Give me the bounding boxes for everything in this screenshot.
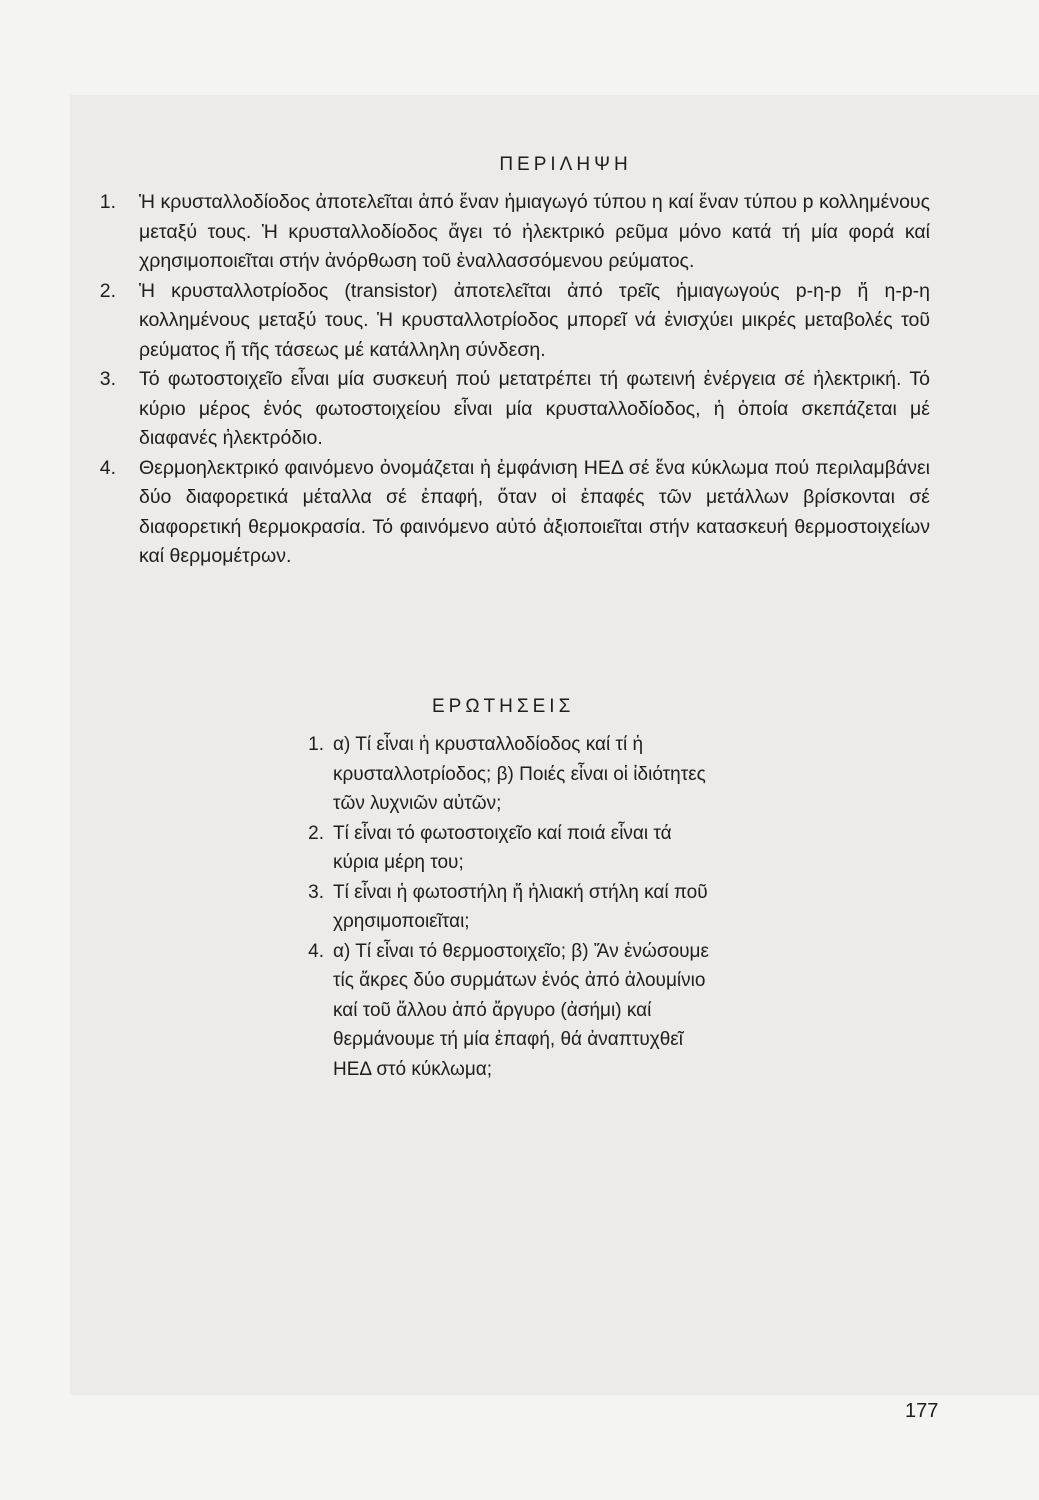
question-item (300, 819, 710, 878)
summary-item (80, 365, 930, 454)
questions-list (300, 730, 710, 1084)
question-number: 4. (308, 940, 324, 962)
summary-item-number: 4. (99, 456, 116, 479)
question-item (300, 878, 710, 937)
question-number: 1. (308, 734, 324, 755)
summary-item (80, 277, 930, 366)
question-number: 2. (308, 822, 324, 844)
question-item (300, 730, 710, 819)
summary-item-number: 2. (99, 279, 116, 302)
summary-item-number: 3. (99, 368, 116, 390)
summary-heading: ΠΕΡΙΛΗΨΗ (499, 154, 632, 175)
summary-item-text: Τό φωτοστοιχεῖο εἶναι μία συσκευή πού μετατρέπει τή φωτεινή ἐνέργεια σέ ἠλεκτρική. Τό κύριο μέρος ἑνός φωτοστοιχείου εἶναι μία κρυσταλλοδίοδος, ἡ ὁποία σκεπάζεται μέ διαφανές ἠλεκτρόδιο. (139, 368, 930, 449)
question-text: α) Τί εἶναι τό θερμοστοιχεῖο; β) Ἄν ἑνώσουμε τίς ἄκρες δύο συρμάτων ἑνός ἀπό ἀλουμίνιο καί τοῦ ἄλλου ἀπό ἄργυρο (ἀσήμι) καί θερμάνουμε τή μία ἐπαφή, θά ἀναπτυχθεῖ ΗΕΔ στό κύκλωμα; (333, 940, 709, 1080)
summary-item (80, 188, 930, 277)
question-text: Τί εἶναι ἡ φωτοστήλη ἤ ἡλιακή στήλη καί ποῦ χρησιμοποιεῖται; (333, 881, 708, 932)
question-number: 3. (308, 881, 324, 903)
summary-item-text: Θερμοηλεκτρικό φαινόμενο ὀνομάζεται ἡ ἐμφάνιση ΗΕΔ σέ ἕνα κύκλωμα πού περιλαμβάνει δύο διαφορετικά μέταλλα σέ ἐπαφή, ὅταν οἱ ἐπαφές τῶν μετάλλων βρίσκονται σέ διαφορετική θερμοκρασία. Τό φαινόμενο αὐτό ἀξιοποιεῖται στήν κατασκευή θερμοστοιχείων καί θερμομέτρων. (139, 456, 930, 567)
summary-item-number: 1. (99, 191, 116, 213)
summary-item-text: Ἡ κρυσταλλοδίοδος ἀποτελεῖται ἀπό ἕναν ἡμιαγωγό τύπου η καί ἕναν τύπου p κολλημένους μεταξύ τους. Ἡ κρυσταλλοδίοδος ἄγει τό ἠλεκτρικό ρεῦμα μόνο κατά τή μία φορά καί χρησιμοποιεῖται στήν ἀνόρθωση τοῦ ἐναλλασσόμενου ρεύματος. (139, 191, 930, 272)
summary-list (80, 188, 930, 572)
question-text: α) Τί εἶναι ἡ κρυσταλλοδίοδος καί τί ἡ κρυσταλλοτρίοδος; β) Ποιές εἶναι οἱ ἰδιότητες τῶν λυχνιῶν αὐτῶν; (333, 734, 706, 814)
question-text: Τί εἶναι τό φωτοστοιχεῖο καί ποιά εἶναι τά κύρια μέρη του; (333, 822, 672, 873)
summary-item (80, 454, 930, 572)
summary-item-text: Ἡ κρυσταλλοτρίοδος (transistor) ἀποτελεῖται ἀπό τρεῖς ἡμιαγωγούς p-η-p ἤ η-p-η κολλημένους μεταξύ τους. Ἡ κρυσταλλοτρίοδος μπορεῖ νά ἐνισχύει μικρές μεταβολές τοῦ ρεύματος ἤ τῆς τάσεως μέ κατάλληλη σύνδεση. (139, 279, 930, 361)
page-number: 177 (905, 1400, 939, 1422)
question-item (300, 937, 710, 1085)
questions-heading: ΕΡΩΤΗΣΕΙΣ (432, 696, 575, 717)
